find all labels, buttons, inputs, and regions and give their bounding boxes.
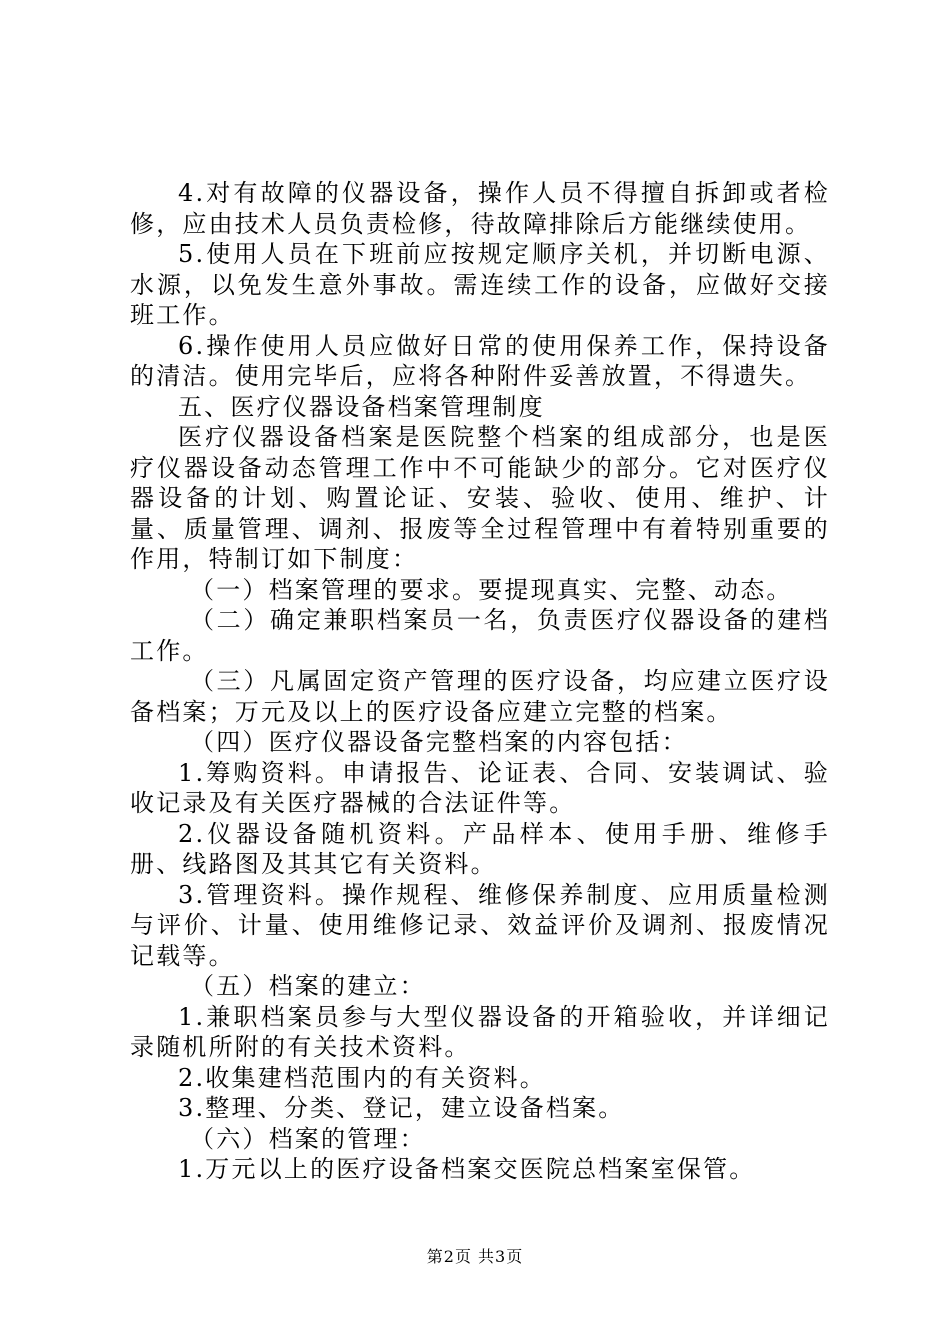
paragraph: 2.仪器设备随机资料。产品样本、使用手册、维修手册、线路图及其其它有关资料。	[130, 819, 830, 878]
paragraph: （五）档案的建立：	[190, 972, 426, 1000]
paragraph: 1.筹购资料。申请报告、论证表、合同、安装调试、验收记录及有关医疗器械的合法证件等。	[130, 758, 830, 817]
page-footer: 第2页 共3页	[426, 1247, 524, 1266]
paragraph: 5.使用人员在下班前应按规定顺序关机，并切断电源、水源，以免发生意外事故。需连续工作的设备，应做好交接班工作。	[130, 240, 830, 329]
paragraph: 1.兼职档案员参与大型仪器设备的开箱验收，并详细记录随机所附的有关技术资料。	[130, 1002, 830, 1061]
paragraph: （四）医疗仪器设备完整档案的内容包括：	[190, 728, 688, 756]
section-heading: 五、医疗仪器设备档案管理制度	[178, 392, 545, 421]
paragraph: 3.整理、分类、登记，建立设备档案。	[178, 1094, 625, 1122]
paragraph: 4.对有故障的仪器设备，操作人员不得擅自拆卸或者检修，应由技术人员负责检修，待故障排除后方能继续使用。	[130, 179, 830, 238]
paragraph: （一）档案管理的要求。要提现真实、完整、动态。	[190, 575, 793, 604]
paragraph: 1.万元以上的医疗设备档案交医院总档案室保管。	[178, 1155, 756, 1183]
paragraph: （二）确定兼职档案员一名，负责医疗仪器设备的建档工作。	[130, 606, 830, 665]
paragraph: 2.收集建档范围内的有关资料。	[178, 1063, 546, 1092]
paragraph: （六）档案的管理：	[190, 1124, 426, 1153]
paragraph: 医疗仪器设备档案是医院整个档案的组成部分，也是医疗仪器设备动态管理工作中不可能缺少的部分。它对医疗仪器设备的计划、购置论证、安装、验收、使用、维护、计量、质量管理、调剂、报废等全过程管理中有着特别重要的作用，特制订如下制度：	[130, 423, 830, 573]
paragraph: （三）凡属固定资产管理的医疗设备，均应建立医疗设备档案；万元及以上的医疗设备应建立完整的档案。	[130, 667, 830, 726]
paragraph: 6.操作使用人员应做好日常的使用保养工作，保持设备的清洁。使用完毕后，应将各种附件妥善放置，不得遗失。	[130, 331, 830, 390]
paragraph: 3.管理资料。操作规程、维修保养制度、应用质量检测与评价、计量、使用维修记录、效益评价及调剂、报废情况记载等。	[130, 880, 830, 970]
document-body	[130, 178, 830, 1185]
